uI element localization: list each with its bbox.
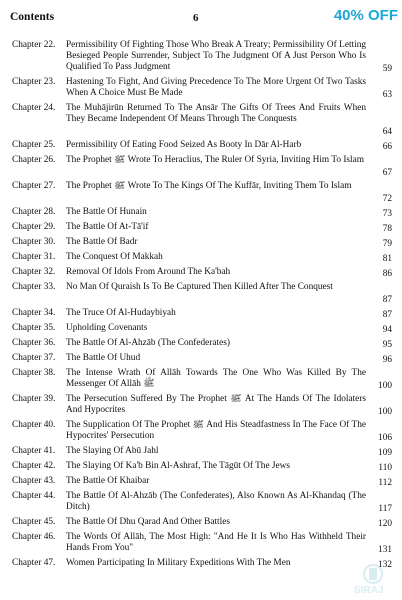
contents-heading: Contents <box>10 11 55 23</box>
chapter-title: No Man Of Quraish Is To Be Captured Then Killed After The Conquest <box>66 282 333 292</box>
chapter-title: The Battle Of Uhud <box>66 353 141 363</box>
chapter-number: Chapter 33. <box>12 282 56 292</box>
chapter-page: 86 <box>382 268 392 279</box>
chapter-page: 110 <box>378 462 392 473</box>
chapter-title: Upholding Covenants <box>66 323 148 333</box>
chapter-page: 59 <box>382 63 392 74</box>
chapter-title: The Truce Of Al-Hudaybiyah <box>66 308 176 318</box>
discount-badge: 40% OFF <box>302 2 400 30</box>
chapter-page: 132 <box>378 559 392 570</box>
chapter-title: The Battle Of Khaibar <box>66 476 150 486</box>
toc-entry <box>12 476 392 489</box>
chapter-title: The Battle Of At-Tā'if <box>66 222 149 232</box>
chapter-page: 106 <box>378 432 392 443</box>
toc-entry <box>12 207 392 220</box>
chapter-page: 109 <box>378 447 392 458</box>
chapter-number: Chapter 46. <box>12 532 56 542</box>
chapter-page: 94 <box>382 324 392 335</box>
chapter-page: 87 <box>382 294 392 305</box>
chapter-page: 66 <box>382 141 392 152</box>
chapter-number: Chapter 42. <box>12 461 56 471</box>
chapter-number: Chapter 30. <box>12 237 56 247</box>
toc-entry <box>12 181 392 205</box>
toc-entry <box>12 353 392 366</box>
chapter-number: Chapter 32. <box>12 267 56 277</box>
toc-entry <box>12 140 392 153</box>
chapter-title: The Battle Of Hunain <box>66 207 147 217</box>
chapter-title: The Prophet ﷺ Wrote To The Kings Of The Kuffār, Inviting Them To Islam <box>66 181 352 191</box>
chapter-title: The Muhājirūn Returned To The Ansār The Gifts Of Trees And Fruits When They Became Independent Of Means Through The Conquests <box>66 103 366 125</box>
chapter-title: The Persecution Suffered By The Prophet ﷺ At The Hands Of The Idolaters And Hypocrites <box>66 394 366 416</box>
chapter-number: Chapter 27. <box>12 181 56 191</box>
chapter-page: 100 <box>378 380 392 391</box>
chapter-number: Chapter 23. <box>12 77 56 87</box>
toc-entry <box>12 40 392 75</box>
toc-entry <box>12 222 392 235</box>
chapter-number: Chapter 22. <box>12 40 56 50</box>
chapter-page: 79 <box>382 238 392 249</box>
chapter-number: Chapter 45. <box>12 517 56 527</box>
chapter-number: Chapter 47. <box>12 558 56 568</box>
chapter-number: Chapter 34. <box>12 308 56 318</box>
toc-entry <box>12 252 392 265</box>
chapter-number: Chapter 37. <box>12 353 56 363</box>
chapter-page: 64 <box>382 126 392 137</box>
chapter-title: Permissibility Of Eating Food Seized As Booty In Dār Al-Harb <box>66 140 302 150</box>
chapter-page: 63 <box>382 89 392 100</box>
chapter-number: Chapter 28. <box>12 207 56 217</box>
chapter-page: 100 <box>378 406 392 417</box>
chapter-number: Chapter 41. <box>12 446 56 456</box>
chapter-page: 131 <box>378 544 392 555</box>
toc-entry <box>12 558 392 571</box>
chapter-number: Chapter 25. <box>12 140 56 150</box>
toc-entry <box>12 491 392 515</box>
chapter-title: The Intense Wrath Of Allāh Towards The One Who Was Killed By The Messenger Of Allāh ﷺ <box>66 368 366 390</box>
toc-entry <box>12 368 392 392</box>
toc-entry <box>12 267 392 280</box>
chapter-page: 112 <box>378 477 392 488</box>
chapter-page: 73 <box>382 208 392 219</box>
chapter-page: 96 <box>382 354 392 365</box>
chapter-number: Chapter 43. <box>12 476 56 486</box>
chapter-number: Chapter 29. <box>12 222 56 232</box>
chapter-number: Chapter 36. <box>12 338 56 348</box>
chapter-page: 81 <box>382 253 392 264</box>
chapter-title: The Battle Of Al-Ahzāb (The Confederates), Also Known As Al-Khandaq (The Ditch) <box>66 491 366 513</box>
chapter-title: The Slaying Of Ka'b Bin Al-Ashraf, The Tāgūt Of The Jews <box>66 461 290 471</box>
lantern-icon <box>350 559 396 586</box>
chapter-number: Chapter 44. <box>12 491 56 501</box>
page-number: 6 <box>193 12 199 24</box>
chapter-number: Chapter 24. <box>12 103 56 113</box>
toc-entry <box>12 323 392 336</box>
chapter-title: The Supplication Of The Prophet ﷺ And His Steadfastness In The Face Of The Hypocrites' Persecution <box>66 420 366 442</box>
publisher-watermark <box>350 559 396 596</box>
watermark-text: SIRAJ <box>354 585 384 596</box>
chapter-title: The Conquest Of Makkah <box>66 252 163 262</box>
chapter-page: 95 <box>382 339 392 350</box>
chapter-title: The Battle Of Dhu Qarad And Other Battles <box>66 517 230 527</box>
toc-entry <box>12 532 392 556</box>
toc-entry <box>12 394 392 418</box>
toc-entry <box>12 338 392 351</box>
chapter-number: Chapter 26. <box>12 155 56 165</box>
chapter-title: The Slaying Of Abū Jahl <box>66 446 159 456</box>
chapter-page: 120 <box>378 518 392 529</box>
chapter-title: Hastening To Fight, And Giving Precedence To The More Urgent Of Two Tasks When A Choice Must Be Made <box>66 77 366 99</box>
chapter-title: The Prophet ﷺ Wrote To Heraclius, The Ruler Of Syria, Inviting Him To Islam <box>66 155 364 165</box>
toc-entry <box>12 77 392 101</box>
toc-entry <box>12 155 392 179</box>
chapter-number: Chapter 40. <box>12 420 56 430</box>
chapter-title: The Words Of Allāh, The Most High: "And He It Is Who Has Withheld Their Hands From You" <box>66 532 366 554</box>
chapter-page: 87 <box>382 309 392 320</box>
toc-entry <box>12 461 392 474</box>
chapter-title: The Battle Of Badr <box>66 237 138 247</box>
chapter-number: Chapter 35. <box>12 323 56 333</box>
toc-entry <box>12 237 392 250</box>
toc-entry <box>12 308 392 321</box>
table-of-contents <box>12 40 392 573</box>
chapter-title: Women Participating In Military Expeditions With The Men <box>66 558 291 568</box>
chapter-title: The Battle Of Al-Ahzāb (The Confederates) <box>66 338 230 348</box>
chapter-title: Removal Of Idols From Around The Ka'bah <box>66 267 231 277</box>
chapter-number: Chapter 39. <box>12 394 56 404</box>
toc-entry <box>12 282 392 306</box>
chapter-page: 117 <box>378 503 392 514</box>
chapter-page: 72 <box>382 193 392 204</box>
chapter-number: Chapter 38. <box>12 368 56 378</box>
toc-entry <box>12 420 392 444</box>
chapter-title: Permissibility Of Fighting Those Who Break A Treaty; Permissibility Of Letting Besieged People Surrender, Subject To The Judgment Of A Just Person Who Is Qualified To Pass Judgment <box>66 40 366 73</box>
toc-entry <box>12 446 392 459</box>
chapter-page: 67 <box>382 167 392 178</box>
chapter-page: 78 <box>382 223 392 234</box>
toc-entry <box>12 103 392 138</box>
chapter-number: Chapter 31. <box>12 252 56 262</box>
toc-entry <box>12 517 392 530</box>
